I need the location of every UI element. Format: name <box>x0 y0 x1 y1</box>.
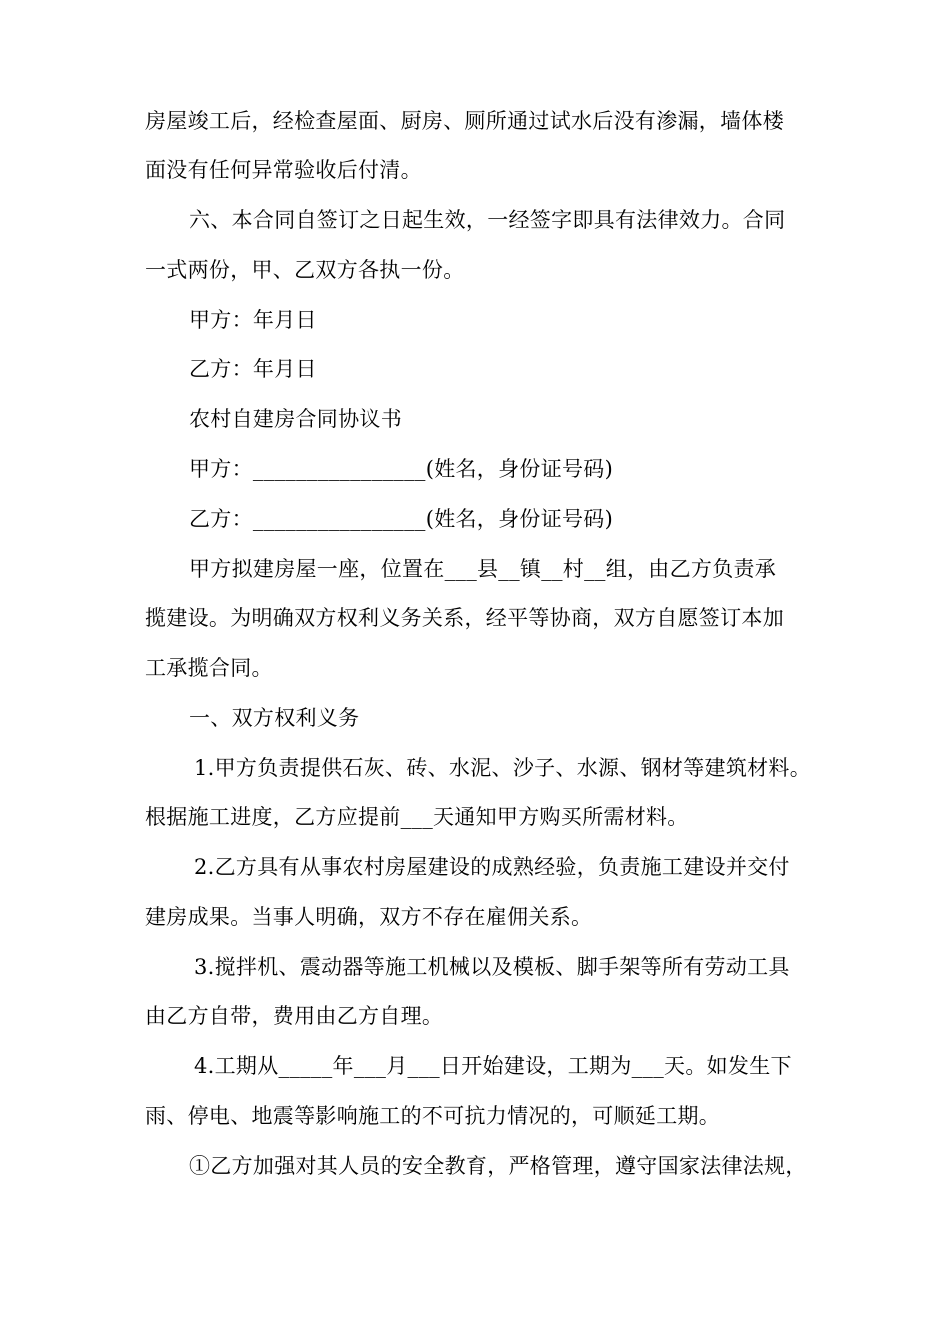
preamble-line-1: 甲方拟建房屋一座，位置在___县__镇__村__组，由乙方负责承 <box>189 557 777 581</box>
party-b-signature-date: 乙方：年月日 <box>189 357 317 381</box>
item-4-line-1: 4.工期从_____年___月___日开始建设，工期为___天。如发生下 <box>194 1054 792 1078</box>
item-2-line-2: 建房成果。当事人明确，双方不存在雇佣关系。 <box>145 905 593 929</box>
party-a-signature-date: 甲方：年月日 <box>189 308 317 332</box>
clause-six-line-1: 六、本合同自签订之日起生效，一经签字即具有法律效力。合同 <box>189 208 786 232</box>
clause-six-line-2: 一式两份，甲、乙双方各执一份。 <box>145 258 465 282</box>
party-b-line: 乙方：________________(姓名，身份证号码) <box>189 507 614 531</box>
preamble-line-3: 工承揽合同。 <box>145 656 273 680</box>
item-1-line-2: 根据施工进度，乙方应提前___天通知甲方购买所需材料。 <box>145 805 689 829</box>
item-4-line-2: 雨、停电、地震等影响施工的不可抗力情况的，可顺延工期。 <box>145 1104 721 1128</box>
document-title: 农村自建房合同协议书 <box>189 407 402 431</box>
item-1-line-1: 1.甲方负责提供石灰、砖、水泥、沙子、水源、钢材等建筑材料。 <box>194 756 812 780</box>
item-3-line-1: 3.搅拌机、震动器等施工机械以及模板、脚手架等所有劳动工具 <box>194 955 790 979</box>
text-line-1: 房屋竣工后，经检查屋面、厨房、厕所通过试水后没有渗漏，墙体楼 <box>145 109 784 133</box>
section-heading-rights: 一、双方权利义务 <box>189 706 360 730</box>
party-a-line: 甲方：________________(姓名，身份证号码) <box>189 457 614 481</box>
preamble-line-2: 揽建设。为明确双方权利义务关系，经平等协商，双方自愿签订本加 <box>145 606 784 630</box>
text-line-2: 面没有任何异常验收后付清。 <box>145 158 422 182</box>
sub-item-1-line-1: ①乙方加强对其人员的安全教育，严格管理，遵守国家法律法规， <box>189 1154 807 1178</box>
item-2-line-1: 2.乙方具有从事农村房屋建设的成熟经验，负责施工建设并交付 <box>194 855 790 879</box>
item-3-line-2: 由乙方自带，费用由乙方自理。 <box>145 1004 444 1028</box>
